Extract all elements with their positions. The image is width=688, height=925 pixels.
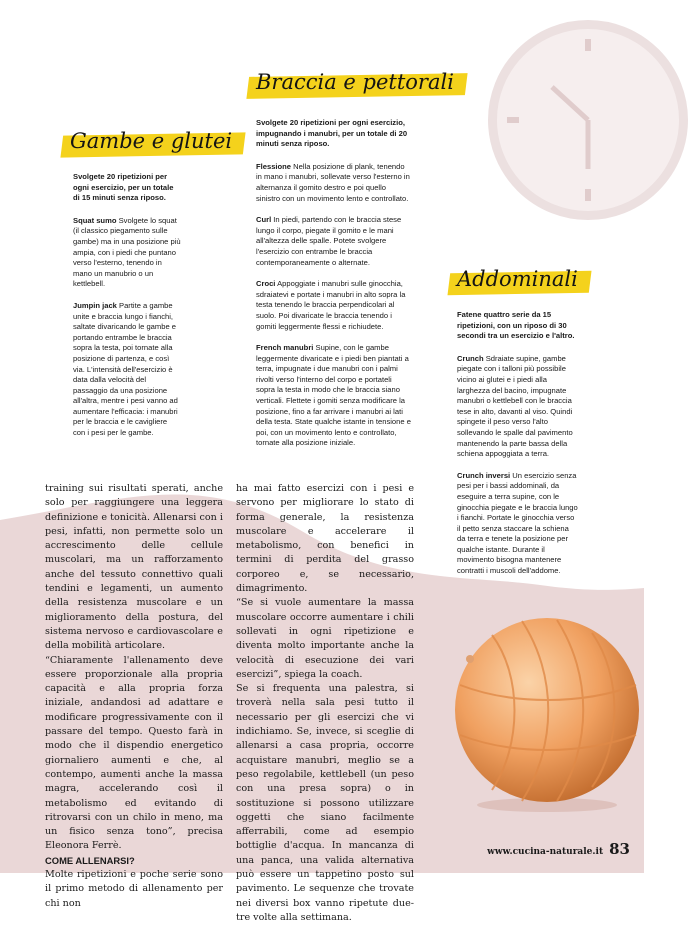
- addominali-intro: Fatene quattro serie da 15 ripetizioni, con un riposo di 30 secondi tra un esercizio e l'altro.: [457, 310, 575, 341]
- body-paragraph: Se si frequenta una palestra, si troverà nella sala pesi tutto il necessario per gli esercizi che vi indichiamo. Se, invece, si sceglie di allenarsi a casa propria, occorre acquistare manubri, meglio se a peso regolabile, kettlebell (un peso con una presa sopra) o in sostituzione si possono utilizzare oggetti che siano facilmente afferrabili, come ad esempio bottiglie d'acqua. In mancanza di una panca, una valida alternativa può essere un tappetino posto sul pavimento. Le sequenze che trovate nei diversi box vanno ripetute due-tre volte alla settimana.: [236, 683, 414, 923]
- body-paragraph: ha mai fatto esercizi con i pesi e servono per migliorare lo stato di forma generale, la resistenza muscolare e accelerare il metabolismo, con benefici in termini di perdita del grasso corporeo e, se necessario, dimagrimento.: [236, 483, 414, 595]
- exercise-crunch: Crunch Sdraiate supine, gambe piegate con i talloni più possibile vicino ai glutei e i piedi alla larghezza del bacino, impugnate manubri o kettlebell con le braccia tese in alto, davanti al viso. Quindi spingete il peso verso l'alto sollevando le spalle dal pavimento mantenendo la parte bassa della schiena appoggiata a terra.: [457, 353, 573, 459]
- body-column-right: [236, 482, 414, 925]
- clock-icon: [488, 20, 688, 220]
- exercise-crunch-inversi: Crunch inversi Un esercizio senza pesi per i bassi addominali, da eseguire a terra supine, con le ginocchia piegate e le braccia lungo i fianchi. Portate le ginocchia verso il petto senza staccare la schiena da terra e tenete la posizione per qualche istante. Durante il movimento bisogna mantenere contratti i muscoli dell'addome.: [457, 470, 578, 576]
- exercise-jumpin-jack: Jumpin jack Partite a gambe unite e braccia lungo i fianchi, saltate divaricando le gambe e portando entrambe le braccia sopra la testa, poi tornate alla posizione di partenza, e così via. L'intensità dell'esercizio è data dalla velocità del passaggio da una posizione all'altra, mentre i pesi vanno ad aumentare l'efficacia: i manubri per le braccia e le cavigliere con i pesi per le gambe.: [73, 300, 178, 438]
- body-column-left: [45, 482, 223, 911]
- braccia-intro: Svolgete 20 ripetizioni per ogni esercizio, impugnando i manubri, per un totale di 20 minuti senza riposo.: [256, 118, 408, 149]
- gambe-column: [73, 172, 181, 450]
- exercise-croci: Croci Appoggiate i manubri sulle ginocchia, sdraiatevi e portate i manubri in alto sopra la testa tenendo le braccia perpendicolari al suolo. Poi divaricate le braccia tenendo i gomiti leggermente flessi e richiudete.: [256, 279, 406, 331]
- addominali-column: [457, 310, 579, 588]
- section-title-braccia: Braccia e pettorali: [248, 68, 462, 95]
- gambe-intro: Svolgete 20 ripetizioni per ogni esercizio, per un totale di 15 minuti senza riposo.: [73, 172, 174, 203]
- page-footer: [487, 839, 630, 858]
- section-title-addominali: Addominali: [449, 265, 586, 292]
- section-title-gambe: Gambe e glutei: [62, 127, 240, 154]
- body-paragraph: Molte ripetizioni e poche serie sono il primo metodo di allenamento per chi non: [45, 869, 223, 909]
- exercise-ball-image: [452, 615, 642, 815]
- exercise-flessione: Flessione Nella posizione di plank, tenendo in mano i manubri, sollevate verso l'esterno in alternanza il gomito destro e poi quello sinistro con un movimento lento e controllato.: [256, 161, 410, 203]
- section-subhead: COME ALLENARSI?: [45, 854, 135, 866]
- exercise-curl: Curl In piedi, partendo con le braccia stese lungo il corpo, piegate il gomito e le mani all'altezza delle spalle. Potete svolgere l'esercizio con entrambe le braccia contemporaneamente o alternate.: [256, 215, 402, 267]
- exercise-squat-sumo: Squat sumo Svolgete lo squat (il classico piegamento sulle gambe) ma in una posizione più ampia, con i piedi che puntano verso l'esterno, tenendo in mano un manubrio o un kettlebell.: [73, 215, 181, 289]
- footer-url: www.cucina-naturale.it: [487, 847, 604, 857]
- body-paragraph: “Chiaramente l'allenamento deve essere proporzionale alla propria capacità e alla propria forza iniziale, andandosi ad adattare e modificare progressivamente con il passare del tempo. Questo farà in modo che il dispendio energetico giornaliero aumenti e che, al contempo, aumenti anche la massa magra, accelerando così il metabolismo ed evitando di ritrovarsi con un chilo in meno, ma un fisico senza tono”, precisa Eleonora Ferrè.: [45, 654, 223, 852]
- page-number: 83: [609, 840, 630, 858]
- body-paragraph: training sui risultati sperati, anche solo per raggiungere una leggera definizione e tonicità. Allenarsi con i pesi, infatti, non permette solo un accrescimento delle cellule muscolari, ma un rafforzamento anche del tessuto connettivo quali tendini e legamenti, un aumento della resistenza muscolare e un miglioramento della postura, del sistema nervoso e cardiovascolare e della mobilità articolare.: [45, 483, 223, 652]
- braccia-column: [256, 118, 412, 460]
- body-paragraph: “Se si vuole aumentare la massa muscolare occorre aumentare i chili sollevati in ogni ripetizione e diventa molto importante anche la velocità di esecuzione dei vari esercizi”, spiega la coach.: [236, 597, 414, 680]
- exercise-french-manubri: French manubri Supine, con le gambe leggermente divaricate e i piedi ben piantati a terra, impugnate i due manubri con i palmi rivolti verso l'interno del corpo e portateli sopra la testa in modo che le braccia siano verticali. Flettete i gomiti senza modificare la posizione, fino a far arrivare i manubri ai lati della testa. State qualche istante in tensione e poi, con un movimento lento e controllato, tornate alla posizione iniziale.: [256, 343, 411, 448]
